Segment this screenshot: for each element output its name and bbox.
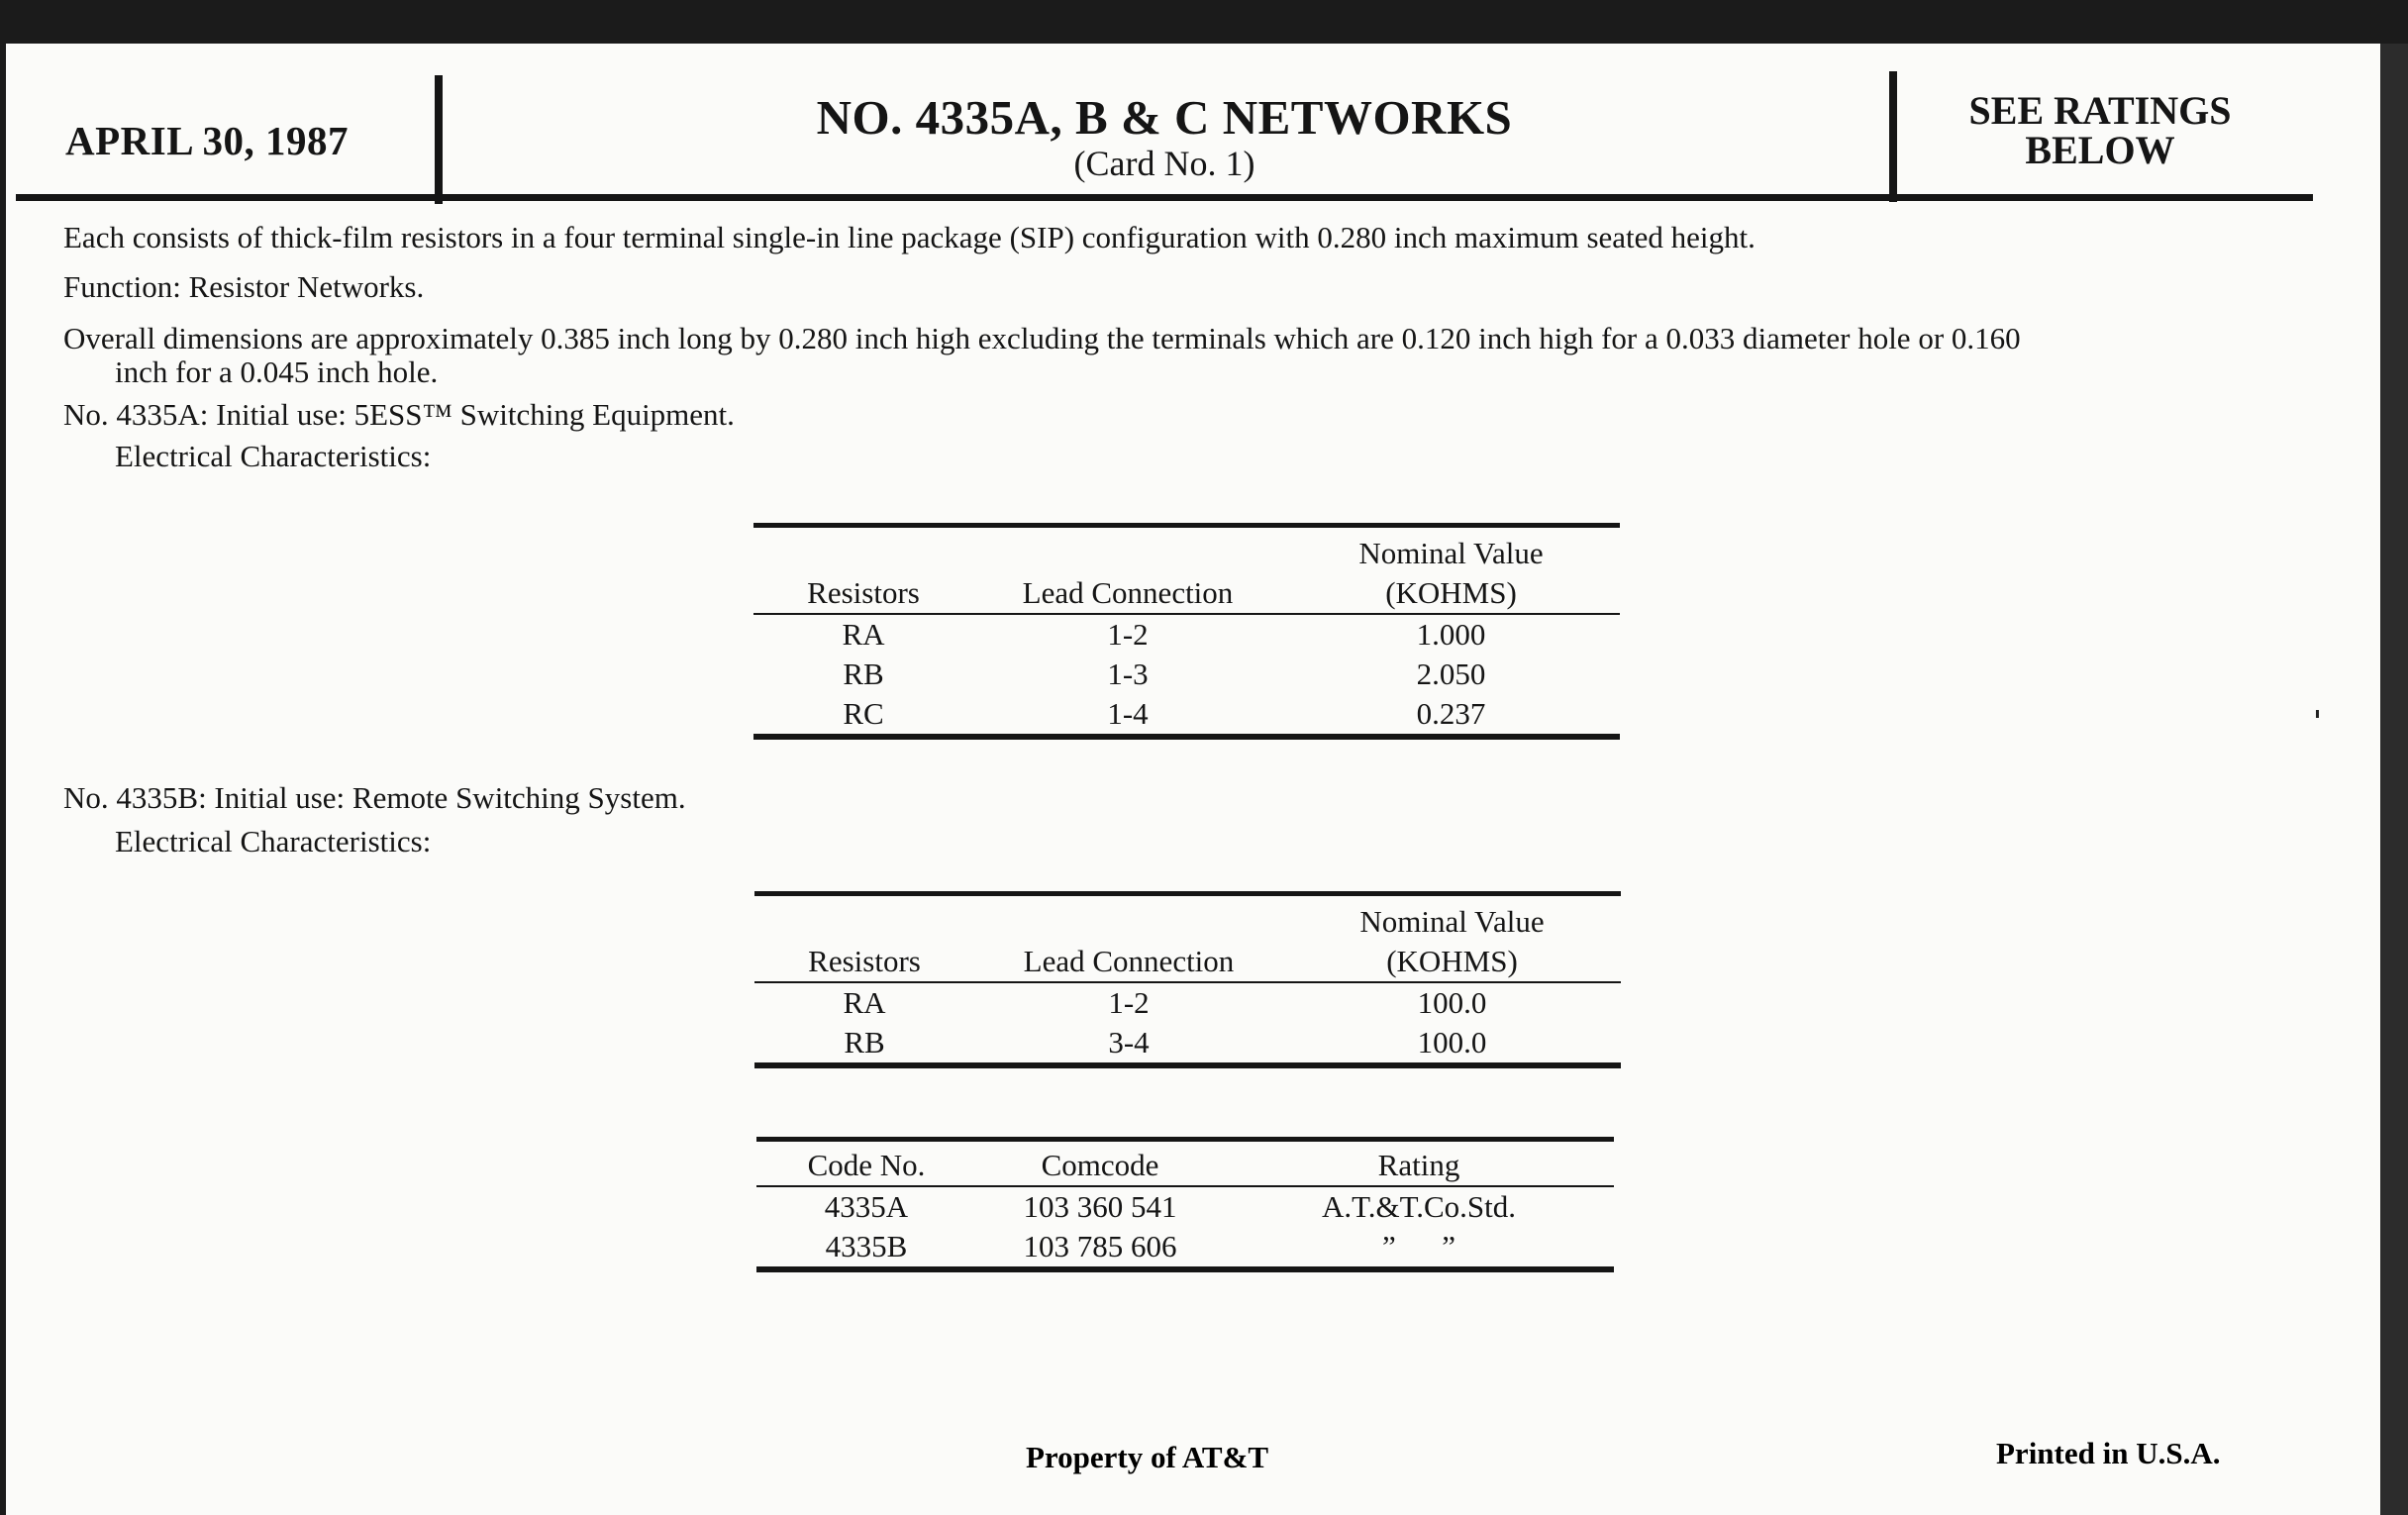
table-header-row: [753, 573, 1620, 614]
table-row: [753, 694, 1620, 737]
column-header-code: Code No.: [756, 1140, 976, 1187]
comcode-cell: 103 785 606: [976, 1227, 1224, 1269]
column-header-resistors: Resistors: [754, 942, 974, 982]
code-cell: 4335A: [824, 1189, 909, 1224]
scan-edge: [2380, 44, 2408, 1515]
column-header-resistors: Resistors: [753, 573, 973, 614]
card-title: NO. 4335A, B & C NETWORKS: [816, 90, 1513, 145]
rating-cell: A.T.&T.Co.Std.: [1321, 1189, 1517, 1224]
table-row: [754, 982, 1621, 1023]
value-cell: 0.237: [1282, 694, 1620, 737]
lead-cell: 1-2: [1107, 617, 1149, 652]
column-header-nominal: Nominal Value: [1283, 894, 1621, 943]
network-b-electrical-table: [754, 891, 1621, 1068]
rating-ditto-cell: ” ”: [1224, 1227, 1614, 1269]
resistor-cell: RA: [842, 617, 885, 652]
lead-cell: 3-4: [974, 1023, 1283, 1065]
table-row: [754, 1023, 1621, 1065]
table-header-row: [753, 526, 1620, 574]
table-row: [753, 614, 1620, 655]
spec-card: [6, 44, 2380, 1515]
table-row: [756, 1186, 1614, 1227]
scan-speck: [2316, 710, 2319, 718]
network-a-electrical-heading: Electrical Characteristics:: [115, 439, 432, 473]
column-header-lead: Lead Connection: [973, 573, 1282, 614]
property-notice: Property of AT&T: [1026, 1440, 1269, 1474]
dimensions-line-2: inch for a 0.045 inch hole.: [115, 354, 439, 389]
column-header-comcode: Comcode: [976, 1140, 1224, 1187]
ratings-note: [1922, 88, 2278, 172]
spacer-cell: [974, 894, 1283, 943]
table-row: [756, 1227, 1614, 1269]
network-b-electrical-heading: Electrical Characteristics:: [115, 824, 432, 858]
network-a-use: No. 4335A: Initial use: 5ESS™ Switching Equipment.: [63, 397, 735, 432]
column-header-lead: Lead Connection: [974, 942, 1283, 982]
description-paragraph: Each consists of thick-film resistors in a four terminal single-in line package (SIP) configuration with 0.280 inch maximum seated height.: [63, 220, 1756, 254]
code-ratings-table: [756, 1137, 1614, 1272]
value-cell: 2.050: [1416, 656, 1486, 691]
value-cell: 100.0: [1283, 1023, 1621, 1065]
column-header-unit: (KOHMS): [1282, 573, 1620, 614]
lead-cell: 1-2: [1108, 985, 1150, 1020]
value-cell: 1.000: [1416, 617, 1486, 652]
network-a-electrical-table: [753, 523, 1620, 740]
dimensions-line-1: Overall dimensions are approximately 0.385 inch long by 0.280 inch high excluding the terminals which are 0.120 inch high for a 0.033 diameter hole or 0.160: [63, 321, 2021, 355]
column-header-nominal: Nominal Value: [1282, 526, 1620, 574]
resistor-cell: RC: [753, 694, 973, 737]
header-divider-right: [1889, 71, 1897, 202]
ratings-note-line1: SEE RATINGS: [1968, 88, 2232, 133]
card-subtitle: (Card No. 1): [1073, 144, 1255, 183]
resistor-cell: RB: [754, 1023, 974, 1065]
table-row: [753, 655, 1620, 694]
network-b-use: No. 4335B: Initial use: Remote Switching System.: [63, 780, 686, 815]
resistor-cell: RB: [843, 656, 884, 691]
column-header-unit: (KOHMS): [1283, 942, 1621, 982]
spacer-cell: [753, 526, 973, 574]
comcode-cell: 103 360 541: [1023, 1189, 1177, 1224]
table-header-row: [754, 942, 1621, 982]
code-cell: 4335B: [756, 1227, 976, 1269]
header-divider-left: [435, 75, 443, 204]
printed-notice: Printed in U.S.A.: [1996, 1436, 2221, 1470]
resistor-cell: RA: [843, 985, 886, 1020]
spacer-cell: [973, 526, 1282, 574]
column-header-rating: Rating: [1224, 1140, 1614, 1187]
spacer-cell: [754, 894, 974, 943]
function-line: Function: Resistor Networks.: [63, 269, 425, 304]
table-header-row: [756, 1140, 1614, 1187]
lead-cell: 1-3: [1107, 656, 1149, 691]
value-cell: 100.0: [1417, 985, 1487, 1020]
card-date: APRIL 30, 1987: [65, 118, 350, 163]
table-header-row: [754, 894, 1621, 943]
lead-cell: 1-4: [973, 694, 1282, 737]
header-rule: [16, 194, 2313, 201]
ratings-note-line2: BELOW: [2025, 128, 2175, 172]
